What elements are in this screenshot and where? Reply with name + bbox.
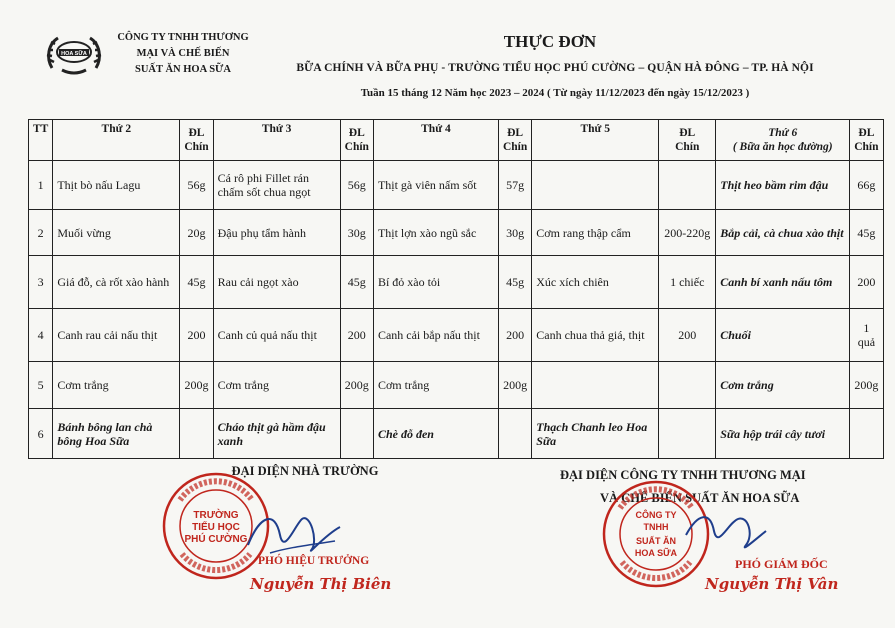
dish-thu6: Chuối bbox=[716, 309, 850, 362]
company-rep-name: Nguyễn Thị Vân bbox=[705, 575, 839, 593]
dish-thu2: Giá đỗ, cà rốt xào hành bbox=[53, 256, 180, 309]
qty-thu4: 45g bbox=[498, 256, 531, 309]
dish-thu6: Sữa hộp trái cây tươi bbox=[716, 409, 850, 459]
header-thu5: Thứ 5 bbox=[532, 120, 659, 161]
stamp-text: TRƯỜNG bbox=[193, 510, 239, 521]
qty-thu5: 200-220g bbox=[659, 210, 716, 256]
row-number: 5 bbox=[29, 362, 53, 409]
page-title: THỰC ĐƠN bbox=[503, 32, 597, 51]
company-rep-heading-1: ĐẠI DIỆN CÔNG TY TNHH THƯƠNG MẠI bbox=[560, 468, 806, 482]
qty-thu6: 66g bbox=[850, 161, 883, 210]
header-tt: TT bbox=[29, 120, 53, 161]
school-rep-name: Nguyễn Thị Biên bbox=[250, 575, 392, 593]
row-number: 1 bbox=[29, 161, 53, 210]
chin-label: Chín bbox=[344, 141, 369, 153]
school-rep-role: PHÓ HIỆU TRƯỞNG bbox=[258, 555, 370, 567]
thu6-label: Thứ 6 bbox=[768, 127, 798, 139]
header-thu2: Thứ 2 bbox=[53, 120, 180, 161]
dish-thu3: Rau cải ngọt xào bbox=[213, 256, 340, 309]
qty-thu6 bbox=[850, 409, 883, 459]
qty-thu5: 1 chiếc bbox=[659, 256, 716, 309]
dish-thu4: Thịt lợn xào ngũ sắc bbox=[373, 210, 498, 256]
qty-thu5: 200 bbox=[659, 309, 716, 362]
table-row bbox=[29, 362, 884, 409]
row-number: 4 bbox=[29, 309, 53, 362]
table-row bbox=[29, 309, 884, 362]
dish-thu3: Cơm trắng bbox=[213, 362, 340, 409]
dish-thu4: Thịt gà viên nấm sốt bbox=[373, 161, 498, 210]
stamp-text: CÔNG TY bbox=[635, 510, 677, 520]
qty-thu2: 20g bbox=[180, 210, 213, 256]
table-row bbox=[29, 409, 884, 459]
dl-label: ĐL bbox=[188, 127, 205, 139]
dish-thu5: Cơm rang thập cẩm bbox=[532, 210, 659, 256]
company-name bbox=[108, 30, 258, 78]
dish-thu5 bbox=[532, 161, 659, 210]
header-dl bbox=[180, 120, 213, 161]
thu6-note: ( Bữa ăn học đường) bbox=[732, 141, 833, 153]
dish-thu5 bbox=[532, 362, 659, 409]
chin-label: Chín bbox=[184, 141, 209, 153]
qty-thu2: 200 bbox=[180, 309, 213, 362]
dish-thu3: Đậu phụ tẩm hành bbox=[213, 210, 340, 256]
header-dl bbox=[340, 120, 373, 161]
dish-thu4: Canh cải bắp nấu thịt bbox=[373, 309, 498, 362]
dish-thu6: Bắp cải, cà chua xào thịt bbox=[716, 210, 850, 256]
header-thu3: Thứ 3 bbox=[213, 120, 340, 161]
company-line-3: SUẤT ĂN HOA SỮA bbox=[135, 64, 231, 75]
dl-label: ĐL bbox=[348, 127, 365, 139]
qty-thu6: 1 quả bbox=[850, 309, 883, 362]
company-signature-icon bbox=[680, 505, 770, 560]
chin-label: Chín bbox=[502, 141, 528, 153]
school-rep-heading: ĐẠI DIỆN NHÀ TRƯỜNG bbox=[231, 464, 379, 478]
qty-thu2: 200g bbox=[180, 362, 213, 409]
qty-thu3: 45g bbox=[340, 256, 373, 309]
dish-thu2: Bánh bông lan chà bông Hoa Sữa bbox=[53, 409, 180, 459]
company-line-2: MẠI VÀ CHẾ BIẾN bbox=[136, 48, 230, 59]
header-thu6 bbox=[716, 120, 850, 161]
dish-thu3: Cháo thịt gà hầm đậu xanh bbox=[213, 409, 340, 459]
header-thu4: Thứ 4 bbox=[373, 120, 498, 161]
row-number: 2 bbox=[29, 210, 53, 256]
dish-thu4: Cơm trắng bbox=[373, 362, 498, 409]
company-line-1: CÔNG TY TNHH THƯƠNG bbox=[117, 32, 249, 43]
chin-label: Chín bbox=[675, 141, 700, 153]
dish-thu4: Chè đỗ đen bbox=[373, 409, 498, 459]
row-number: 3 bbox=[29, 256, 53, 309]
dish-thu6: Canh bí xanh nấu tôm bbox=[716, 256, 850, 309]
qty-thu3: 56g bbox=[340, 161, 373, 210]
qty-thu6: 45g bbox=[850, 210, 883, 256]
qty-thu6: 200g bbox=[850, 362, 883, 409]
dl-label: ĐL bbox=[507, 127, 524, 139]
qty-thu3 bbox=[340, 409, 373, 459]
stamp-text: HOA SỮA bbox=[634, 548, 678, 558]
qty-thu2 bbox=[180, 409, 213, 459]
qty-thu4: 30g bbox=[498, 210, 531, 256]
dish-thu2: Thịt bò nấu Lagu bbox=[53, 161, 180, 210]
dish-thu5: Thạch Chanh leo Hoa Sữa bbox=[532, 409, 659, 459]
header-dl bbox=[498, 120, 531, 161]
dish-thu3: Cá rô phi Fillet rán chấm sốt chua ngọt bbox=[213, 161, 340, 210]
row-number: 6 bbox=[29, 409, 53, 459]
table-header-row bbox=[29, 120, 884, 161]
chin-label: Chín bbox=[854, 141, 879, 153]
dish-thu3: Canh củ quả nấu thịt bbox=[213, 309, 340, 362]
dish-thu5: Xúc xích chiên bbox=[532, 256, 659, 309]
qty-thu6: 200 bbox=[850, 256, 883, 309]
dish-thu6: Cơm trắng bbox=[716, 362, 850, 409]
qty-thu5 bbox=[659, 362, 716, 409]
dish-thu2: Canh rau cải nấu thịt bbox=[53, 309, 180, 362]
dl-label: ĐL bbox=[679, 127, 696, 139]
menu-table bbox=[28, 119, 884, 459]
header-dl bbox=[659, 120, 716, 161]
dish-thu2: Cơm trắng bbox=[53, 362, 180, 409]
qty-thu5 bbox=[659, 161, 716, 210]
week-range: Tuần 15 tháng 12 Năm học 2023 – 2024 ( Từ ngày 11/12/2023 đến ngày 15/12/2023 ) bbox=[360, 87, 750, 99]
dish-thu2: Muối vừng bbox=[53, 210, 180, 256]
dish-thu4: Bí đỏ xào tỏi bbox=[373, 256, 498, 309]
company-logo-icon bbox=[44, 30, 104, 78]
dish-thu5: Canh chua thả giá, thịt bbox=[532, 309, 659, 362]
company-rep-heading-2: VÀ CHẾ BIẾN SUẤT ĂN HOA SỮA bbox=[600, 491, 800, 505]
stamp-text: TIỂU HỌC bbox=[192, 522, 240, 533]
header-dl bbox=[850, 120, 883, 161]
company-rep-role: PHÓ GIÁM ĐỐC bbox=[735, 557, 828, 571]
page-subtitle: BỮA CHÍNH VÀ BỮA PHỤ - TRƯỜNG TIỂU HỌC PHÚ CƯỜNG – QUẬN HÀ ĐÔNG – TP. HÀ NỘI bbox=[296, 62, 814, 74]
table-row bbox=[29, 210, 884, 256]
qty-thu3: 200 bbox=[340, 309, 373, 362]
table-row bbox=[29, 161, 884, 210]
table-row bbox=[29, 256, 884, 309]
dl-label: ĐL bbox=[858, 127, 875, 139]
stamp-text: SUẤT ĂN bbox=[636, 536, 676, 546]
logo-text: HOA SỮA bbox=[61, 51, 87, 57]
qty-thu2: 45g bbox=[180, 256, 213, 309]
qty-thu3: 30g bbox=[340, 210, 373, 256]
qty-thu4: 200 bbox=[498, 309, 531, 362]
qty-thu4 bbox=[498, 409, 531, 459]
dish-thu6: Thịt heo bầm rim đậu bbox=[716, 161, 850, 210]
stamp-text: TNHH bbox=[643, 522, 669, 532]
stamp-text: PHÚ CƯỜNG bbox=[184, 534, 248, 545]
qty-thu5 bbox=[659, 409, 716, 459]
qty-thu2: 56g bbox=[180, 161, 213, 210]
qty-thu3: 200g bbox=[340, 362, 373, 409]
qty-thu4: 200g bbox=[498, 362, 531, 409]
qty-thu4: 57g bbox=[498, 161, 531, 210]
